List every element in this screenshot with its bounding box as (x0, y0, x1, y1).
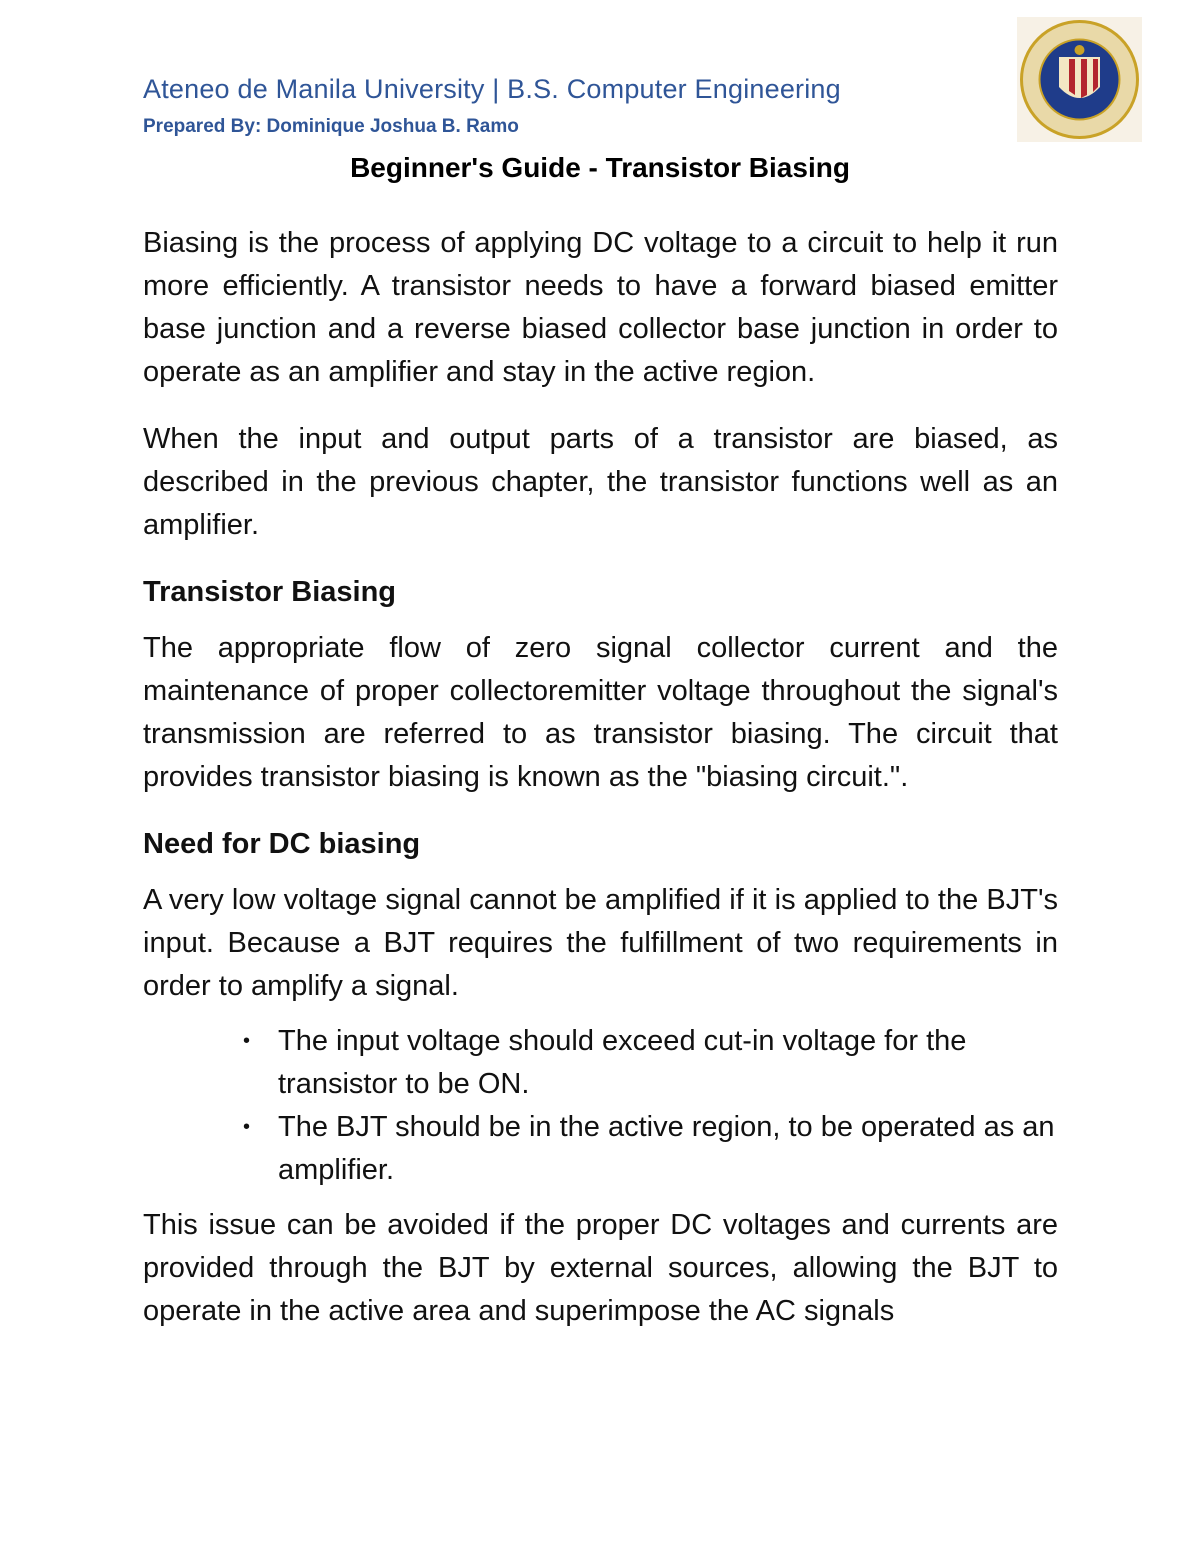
section-heading-dc-biasing: Need for DC biasing (143, 828, 421, 860)
intro-paragraph-2: When the input and output parts of a transistor are biased, as described in the previous chapter, the transistor functions well as an amplifier. (143, 423, 1058, 541)
header-prepared-by: Prepared By: Dominique Joshua B. Ramo (143, 116, 519, 137)
document-body (143, 222, 1058, 1357)
closing-paragraph: This issue can be avoided if the proper DC voltages and currents are provided through the BJT by external sources, allowing the BJT to operate in the active area and superimpose the AC signals (143, 1209, 1058, 1327)
list-item (243, 1106, 1058, 1192)
document-title: Beginner's Guide - Transistor Biasing (350, 152, 850, 183)
section-heading-transistor-biasing: Transistor Biasing (143, 576, 397, 608)
section-text-transistor-biasing: The appropriate flow of zero signal collector current and the maintenance of proper collectoremitter voltage throughout the signal's transmission are referred to as transistor biasing. The circuit that provides transistor biasing is known as the "biasing circuit.". (143, 632, 1058, 793)
list-item (243, 1020, 1058, 1106)
requirements-list (143, 1020, 1058, 1192)
list-item-text: The input voltage should exceed cut-in voltage for the transistor to be ON. (278, 1025, 967, 1100)
list-item-text: The BJT should be in the active region, to be operated as an amplifier. (278, 1111, 1055, 1186)
header-university: Ateneo de Manila University | B.S. Computer Engineering (143, 74, 841, 104)
section-text-dc-biasing: A very low voltage signal cannot be amplified if it is applied to the BJT's input. Because a BJT requires the fulfillment of two requirements in order to amplify a signal. (143, 884, 1058, 1002)
bullet-icon: • (243, 1116, 251, 1138)
ateneo-seal-logo (1017, 17, 1142, 142)
bullet-icon: • (243, 1030, 251, 1052)
intro-paragraph: Biasing is the process of applying DC voltage to a circuit to help it run more efficiently. A transistor needs to have a forward biased emitter base junction and a reverse biased collector base junction in order to operate as an amplifier and stay in the active region. (143, 227, 1058, 388)
